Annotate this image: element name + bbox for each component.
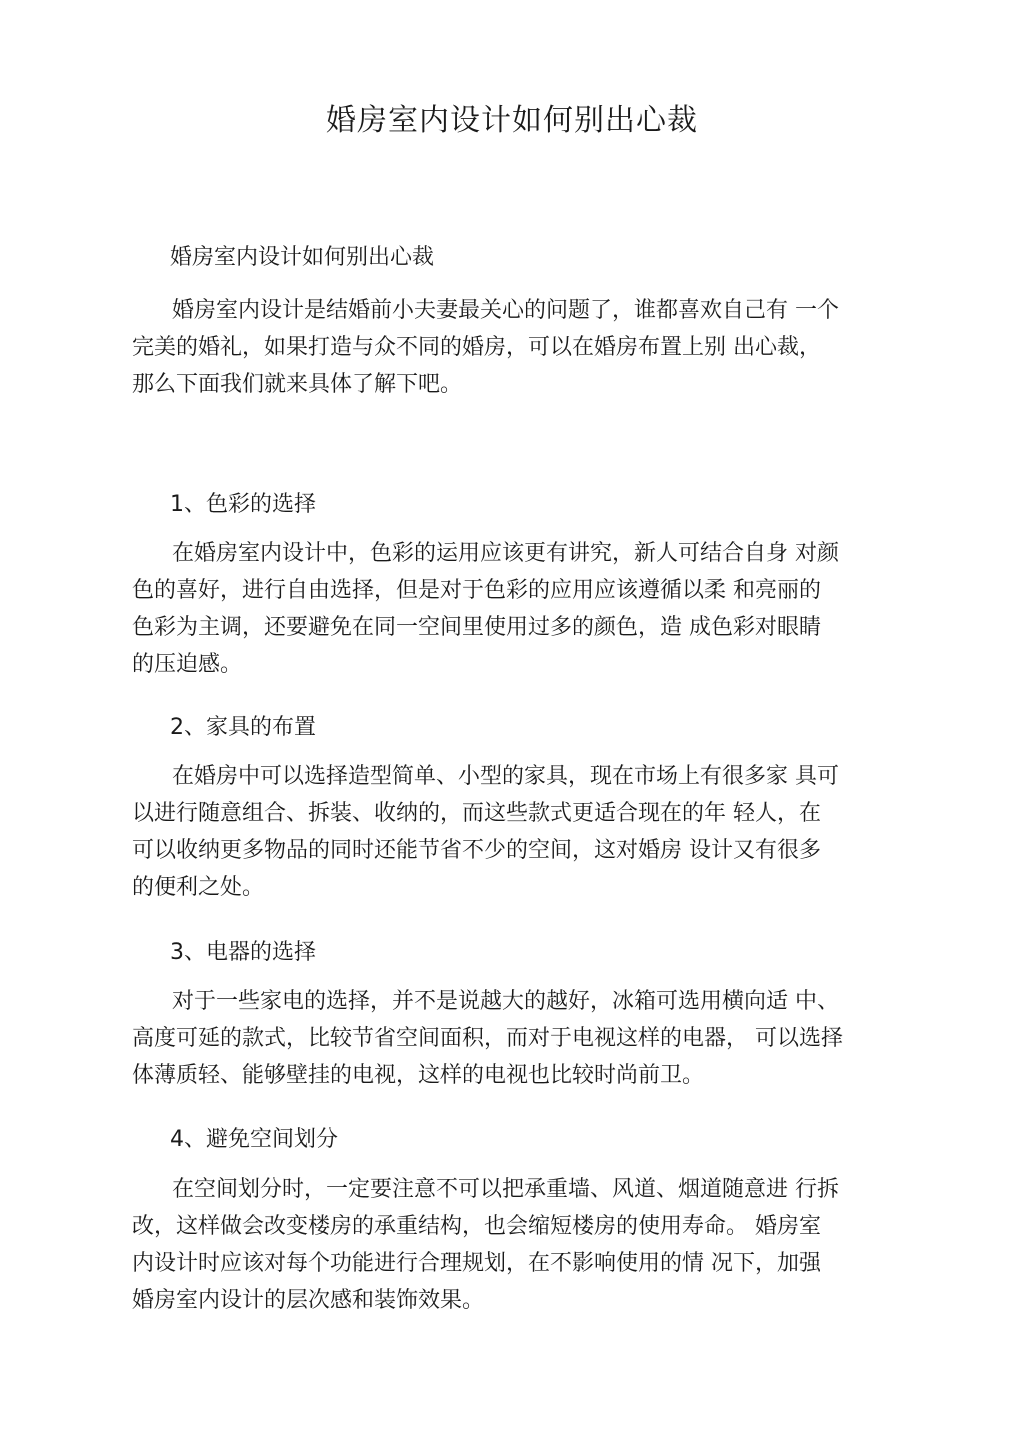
paragraph-line: 婚房室内设计的层次感和装饰效果。 (132, 1288, 485, 1313)
paragraph-line: 的便利之处。 (132, 875, 265, 900)
section-paragraph-appliances (132, 983, 904, 1094)
paragraph-line: 体薄质轻、能够壁挂的电视，这样的电视也比较时尚前卫。 (132, 1063, 705, 1088)
section-heading-space: 4、避免空间划分 (170, 1127, 338, 1152)
section-heading-color: 1、色彩的选择 (170, 492, 316, 517)
intro-paragraph (132, 292, 904, 403)
paragraph-line: 可以收纳更多物品的同时还能节省不少的空间，这对婚房 设计又有很多 (132, 838, 821, 863)
paragraph-line: 色的喜好，进行自由选择，但是对于色彩的应用应该遵循以柔 和亮丽的 (132, 578, 821, 603)
paragraph-line: 的压迫感。 (132, 652, 243, 677)
paragraph-line: 婚房室内设计是结婚前小夫妻最关心的问题了，谁都喜欢自己有 一个 (172, 298, 839, 323)
paragraph-line: 色彩为主调，还要避免在同一空间里使用过多的颜色，造 成色彩对眼睛 (132, 615, 821, 640)
section-heading-furniture: 2、家具的布置 (170, 715, 316, 740)
paragraph-line: 改，这样做会改变楼房的承重结构，也会缩短楼房的使用寿命。 婚房室 (132, 1214, 821, 1239)
document-subtitle: 婚房室内设计如何别出心裁 (170, 245, 435, 270)
paragraph-line: 对于一些家电的选择，并不是说越大的越好，冰箱可选用横向适 中、 (172, 989, 839, 1014)
document-title: 婚房室内设计如何别出心裁 (326, 103, 698, 138)
section-heading-appliances: 3、电器的选择 (170, 940, 316, 965)
section-paragraph-furniture (132, 758, 904, 906)
paragraph-line: 那么下面我们就来具体了解下吧。 (132, 372, 463, 397)
section-paragraph-color (132, 535, 904, 683)
paragraph-line: 在婚房中可以选择造型简单、小型的家具，现在市场上有很多家 具可 (172, 764, 839, 789)
paragraph-line: 在婚房室内设计中，色彩的运用应该更有讲究，新人可结合自身 对颜 (172, 541, 839, 566)
paragraph-line: 完美的婚礼，如果打造与众不同的婚房，可以在婚房布置上别 出心裁， (132, 335, 821, 360)
paragraph-line: 在空间划分时，一定要注意不可以把承重墙、风道、烟道随意进 行拆 (172, 1177, 839, 1202)
paragraph-line: 以进行随意组合、拆装、收纳的，而这些款式更适合现在的年 轻人，在 (132, 801, 821, 826)
paragraph-line: 内设计时应该对每个功能进行合理规划，在不影响使用的情 况下，加强 (132, 1251, 821, 1276)
paragraph-line: 高度可延的款式，比较节省空间面积，而对于电视这样的电器， 可以选择 (132, 1026, 843, 1051)
section-paragraph-space (132, 1171, 904, 1319)
